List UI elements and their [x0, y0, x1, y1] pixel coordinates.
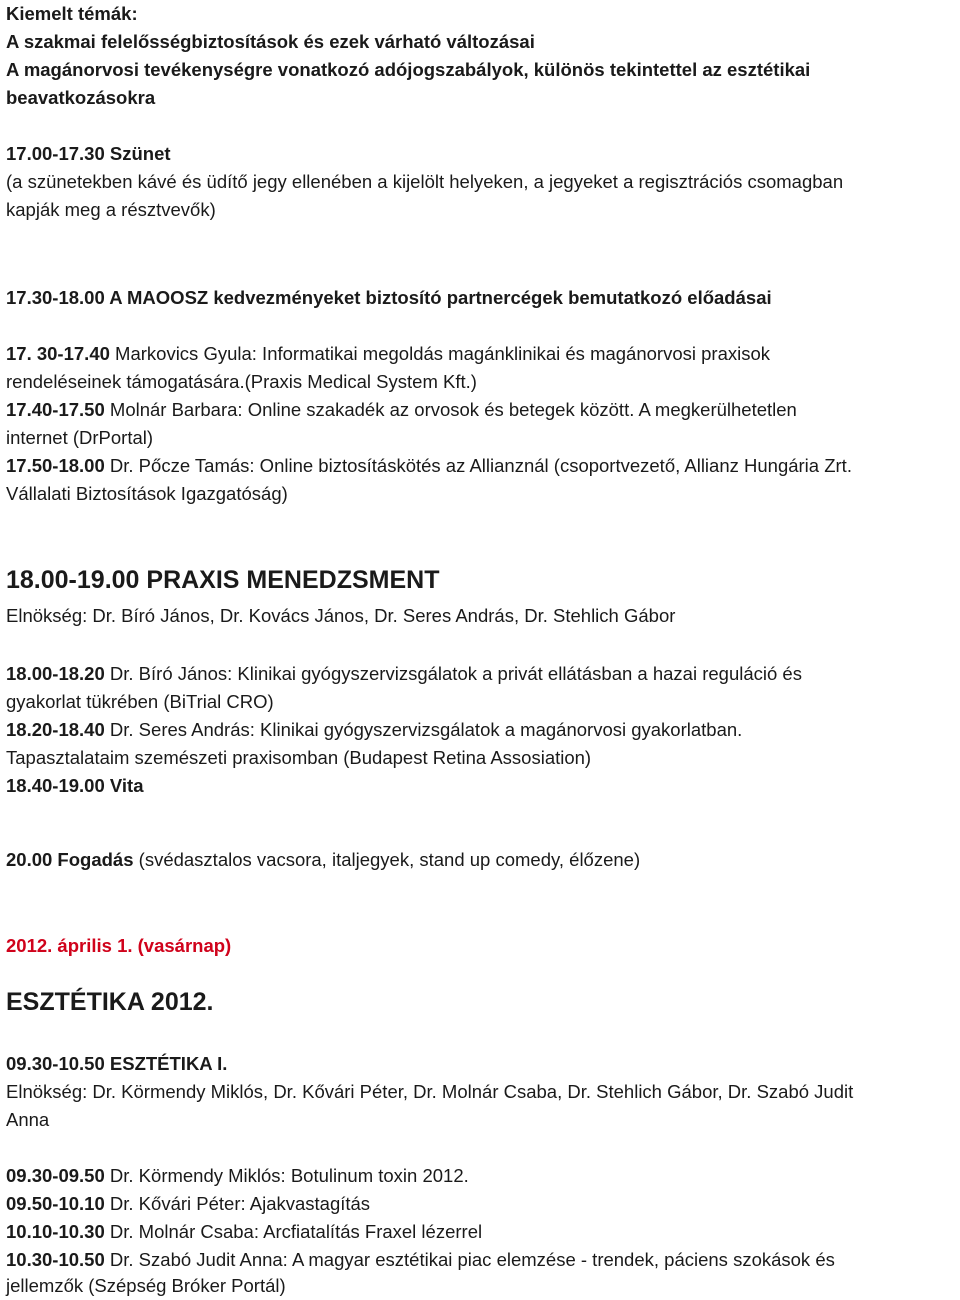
talk-text: Dr. Szabó Judit Anna: A magyar esztétikai piac elemzése - trendek, páciens szokások és [104, 1249, 835, 1270]
partners-talk-1 [6, 340, 770, 368]
talk-text: Dr. Seres András: Klinikai gyógyszervizsgálatok a magánorvosi gyakorlatban. [104, 719, 743, 740]
aesthetics-talk-2 [6, 1190, 370, 1218]
talk-text: Dr. Pőcze Tamás: Online biztosításkötés az Allianznál (csoportvezető, Allianz Hungária Zrt. [104, 455, 852, 476]
featured-topic-2-cont: beavatkozásokra [6, 87, 156, 108]
break-note-cont: kapják meg a résztvevők) [6, 199, 216, 220]
praxis-talk-1-cont: gyakorlat tükrében (BiTrial CRO) [6, 691, 274, 712]
aesthetics-talk-3 [6, 1218, 482, 1246]
partners-talk-1-cont: rendeléseinek támogatására.(Praxis Medical System Kft.) [6, 371, 477, 392]
praxis-talk-2 [6, 716, 742, 744]
reception-text: (svédasztalos vacsora, italjegyek, stand up comedy, élőzene) [133, 849, 641, 870]
aesthetics-chairs: Elnökség: Dr. Körmendy Miklós, Dr. Kővári Péter, Dr. Molnár Csaba, Dr. Stehlich Gábor, Dr. Szabó Judit [6, 1081, 854, 1102]
praxis-title: 18.00-19.00 PRAXIS MENEDZSMENT [6, 566, 440, 594]
talk-time: 18.20-18.40 [6, 719, 105, 740]
talk-time: 17.40-17.50 [6, 399, 105, 420]
praxis-chairs: Elnökség: Dr. Bíró János, Dr. Kovács János, Dr. Seres András, Dr. Stehlich Gábor [6, 605, 676, 626]
partners-talk-2-cont: internet (DrPortal) [6, 427, 154, 448]
praxis-talk-2-cont: Tapasztalataim szemészeti praxisomban (Budapest Retina Assosiation) [6, 747, 592, 768]
aesthetics-talk-4 [6, 1246, 835, 1274]
talk-text: Dr. Körmendy Miklós: Botulinum toxin 2012. [104, 1165, 469, 1186]
featured-topic-2: A magánorvosi tevékenységre vonatkozó adójogszabályok, különös tekintettel az esztétikai [6, 59, 811, 80]
praxis-talk-1 [6, 660, 802, 688]
talk-text: Dr. Kővári Péter: Ajakvastagítás [104, 1193, 371, 1214]
aesthetics-talk-4-cont: jellemzők (Szépség Bróker Portál) [6, 1275, 286, 1296]
featured-topic-1: A szakmai felelősségbiztosítások és ezek várható változásai [6, 31, 535, 52]
aesthetics-talk-1 [6, 1162, 469, 1190]
featured-heading: Kiemelt témák: [6, 3, 138, 24]
talk-time: 09.50-10.10 [6, 1193, 105, 1214]
talk-text: Markovics Gyula: Informatikai megoldás magánklinikai és magánorvosi praxisok [109, 343, 771, 364]
talk-time: 18.00-18.20 [6, 663, 105, 684]
aesthetics-session-title: 09.30-10.50 ESZTÉTIKA I. [6, 1053, 228, 1074]
talk-time: 10.30-10.50 [6, 1249, 105, 1270]
break-time: 17.00-17.30 Szünet [6, 143, 171, 164]
partners-talk-2 [6, 396, 797, 424]
day-date: 2012. április 1. (vasárnap) [6, 935, 232, 956]
partners-title: 17.30-18.00 A MAOOSZ kedvezményeket biztosító partnercégek bemutatkozó előadásai [6, 287, 772, 308]
talk-text: Molnár Barbara: Online szakadék az orvosok és betegek között. A megkerülhetetlen [104, 399, 797, 420]
talk-time: 10.10-10.30 [6, 1221, 105, 1242]
reception [6, 846, 640, 874]
talk-time: 17.50-18.00 [6, 455, 105, 476]
talk-time: 09.30-09.50 [6, 1165, 105, 1186]
partners-talk-3-cont: Vállalati Biztosítások Igazgatóság) [6, 483, 288, 504]
partners-talk-3 [6, 452, 852, 480]
praxis-discussion: 18.40-19.00 Vita [6, 775, 144, 796]
talk-text: Dr. Molnár Csaba: Arcfiatalítás Fraxel lézerrel [104, 1221, 483, 1242]
reception-time: 20.00 Fogadás [6, 849, 134, 870]
break-note: (a szünetekben kávé és üdítő jegy ellenében a kijelölt helyeken, a jegyeket a regisztrációs csomagban [6, 171, 844, 192]
aesthetics-chairs-cont: Anna [6, 1109, 50, 1130]
talk-text: Dr. Bíró János: Klinikai gyógyszervizsgálatok a privát ellátásban a hazai reguláció és [104, 663, 802, 684]
talk-time: 17. 30-17.40 [6, 343, 110, 364]
aesthetics-title: ESZTÉTIKA 2012. [6, 988, 214, 1016]
